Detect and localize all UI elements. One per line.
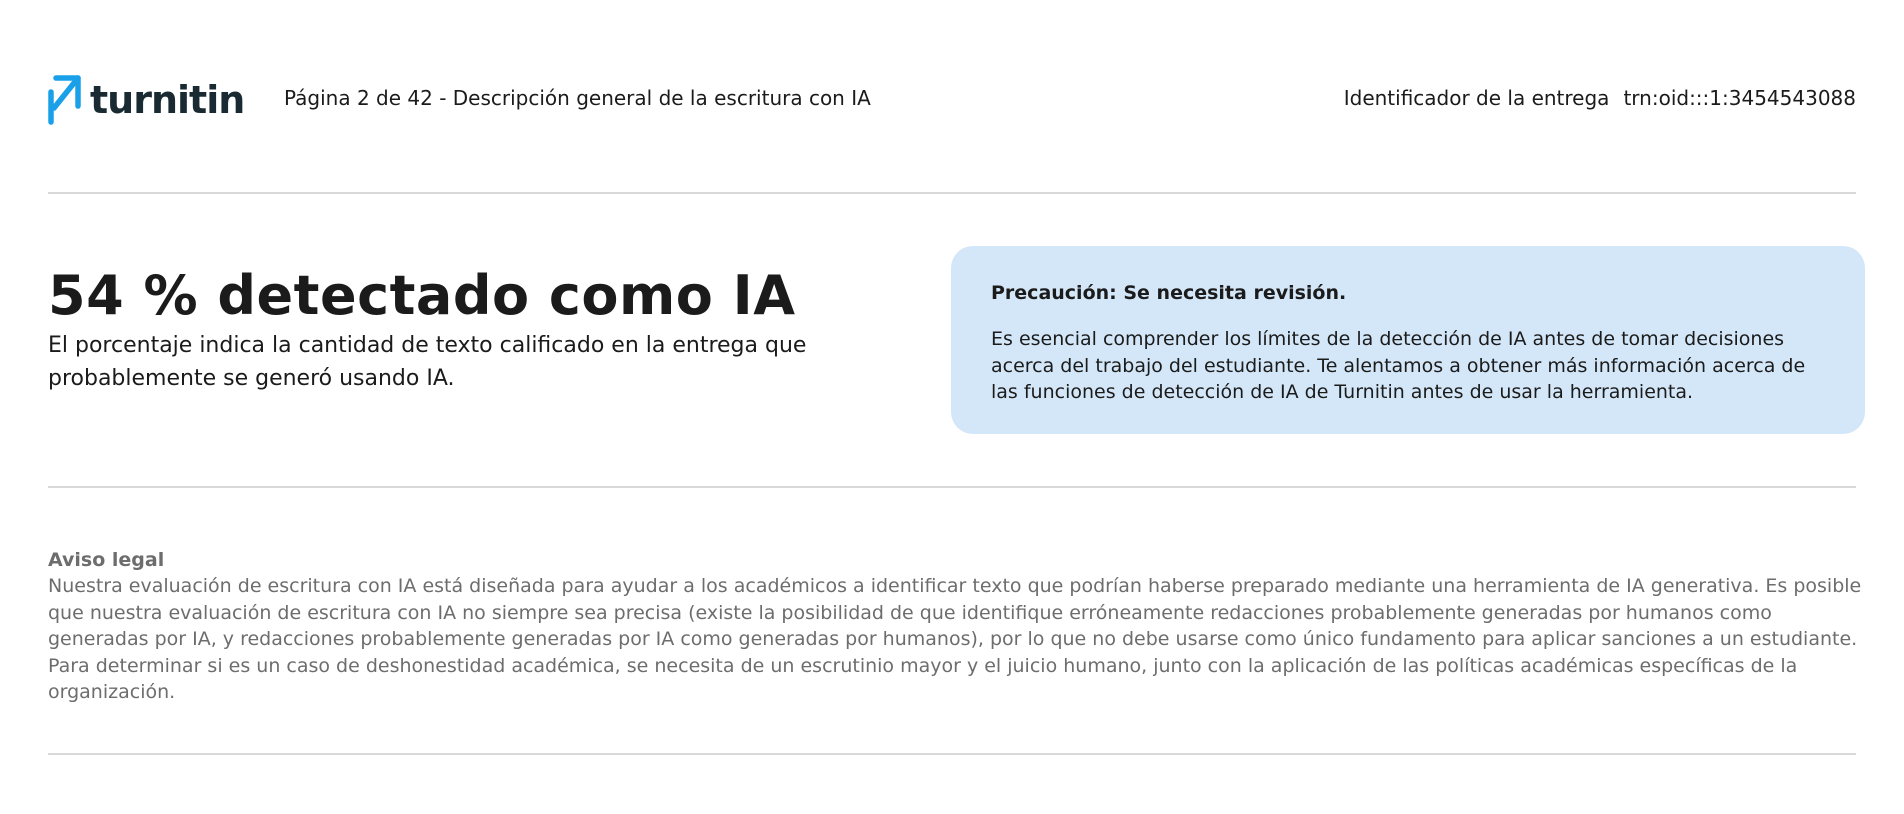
logo-wordmark: turnitin [90, 78, 245, 122]
turnitin-arrow-logo-icon [48, 72, 86, 128]
disclaimer-title: Aviso legal [48, 549, 165, 571]
page-header [48, 68, 1856, 132]
ai-percentage-description: El porcentaje indica la cantidad de texto calificado en la entrega que probablemente se generó usando IA. [48, 333, 807, 391]
divider [48, 192, 1856, 194]
caution-body: Es esencial comprender los límites de la detección de IA antes de tomar decisiones acerca del trabajo del estudiante. Te alentamos a obtener más información acerca de las funciones de detección de IA de Turnitin antes de usar la herramienta. [991, 328, 1806, 403]
legal-disclaimer [48, 547, 1868, 706]
divider [48, 753, 1856, 755]
page-indicator: Página 2 de 42 - Descripción general de la escritura con IA [284, 86, 871, 110]
divider [48, 486, 1856, 488]
ai-percentage-headline: 54 % detectado como IA [48, 264, 796, 327]
submission-id-value: trn:oid:::1:3454543088 [1623, 86, 1856, 110]
turnitin-logo [48, 72, 244, 128]
caution-notice [951, 246, 1865, 434]
submission-id-label: Identificador de la entrega [1343, 86, 1610, 110]
caution-title: Precaución: Se necesita revisión. [991, 282, 1347, 304]
submission-id [1344, 86, 1856, 110]
disclaimer-body: Nuestra evaluación de escritura con IA está diseñada para ayudar a los académicos a identificar texto que podrían haberse preparado mediante una herramienta de IA generativa. Es posible que nuestra evaluación de escritura con IA no siempre sea precisa (existe la posibilidad de que identifique erróneamente redacciones probablemente generadas por humanos como generadas por IA, y redacciones probablemente generadas por IA como generadas por humanos), por lo que no debe usarse como único fundamento para aplicar sanciones a un estudiante. Para determinar si es un caso de deshonestidad académica, se necesita de un escrutinio mayor y el juicio humano, junto con la aplicación de las políticas académicas específicas de la organización. [48, 575, 1862, 704]
